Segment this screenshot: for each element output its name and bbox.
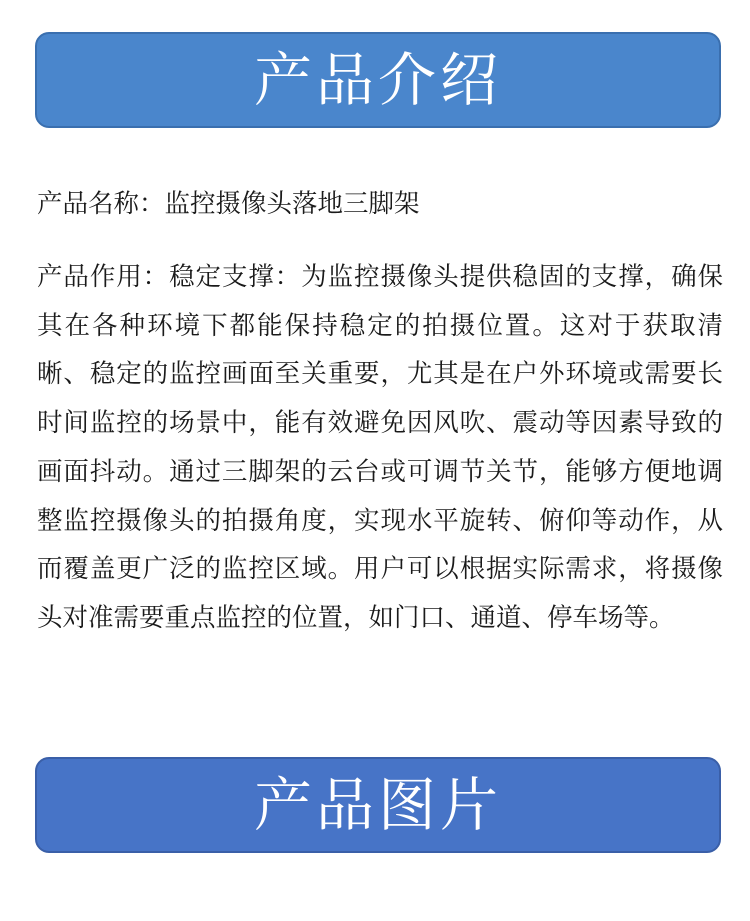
section-header-pictures	[35, 757, 721, 853]
section-title-intro: 产品介绍	[253, 46, 502, 114]
product-name-line	[37, 184, 723, 224]
section-title-pictures: 产品图片	[253, 771, 502, 839]
product-usage-paragraph	[37, 253, 723, 643]
product-name-label: 产品名称：	[37, 189, 165, 219]
product-usage-label: 产品作用：	[37, 262, 170, 292]
section-header-intro	[35, 32, 721, 128]
product-name-value: 监控摄像头落地三脚架	[164, 189, 420, 219]
product-usage-value: 稳定支撑：为监控摄像头提供稳固的支撑，确保其在各种环境下都能保持稳定的拍摄位置。这对于获取清晰、稳定的监控画面至关重要，尤其是在户外环境或需要长时间监控的场景中，能有效避免因风吹、震动等因素导致的画面抖动。通过三脚架的云台或可调节关节，能够方便地调整监控摄像头的拍摄角度，实现水平旋转、俯仰等动作，从而覆盖更广泛的监控区域。用户可以根据实际需求，将摄像头对准需要重点监控的位置，如门口、通道、停车场等。	[37, 262, 723, 633]
